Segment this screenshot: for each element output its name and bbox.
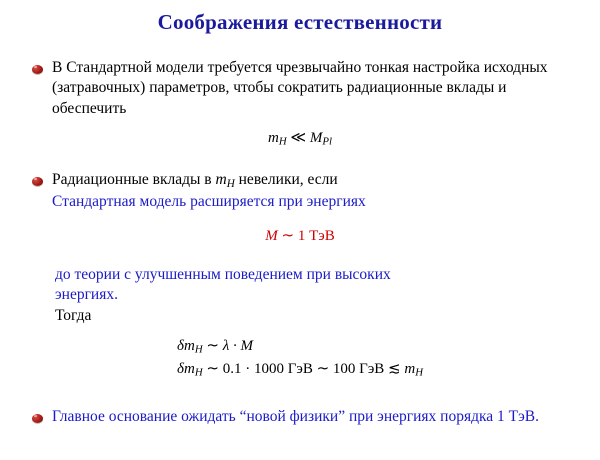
red-sphere-bullet-icon xyxy=(30,62,46,78)
equation-3-line-1: $\delta m_H$ ∼ λ · M xyxy=(177,338,253,356)
bullet-1-text: В Стандартной модели требуется чрезвычайно тонкая настройка исходных (затравочных) параметров, чтобы сократить радиационные вклады и обеспечить xyxy=(52,59,548,117)
equation-3 xyxy=(0,335,600,381)
page-title: Соображения естественности xyxy=(157,10,443,34)
bullet-item-3 xyxy=(30,407,575,427)
equation-1-rhs: $M_{Pl}$ xyxy=(309,130,332,148)
paragraph-3-line-3: Тогда xyxy=(55,306,92,324)
equation-1-lhs: $m_H$ xyxy=(268,130,287,148)
equation-2-unit: ТэВ xyxy=(309,228,335,244)
equation-3-line-2: $\delta m_H$ ∼ 0.1 · 1000 ГэВ ∼ 100 ГэВ ≲ $m_H$ xyxy=(177,360,423,379)
red-sphere-bullet-icon xyxy=(30,174,46,190)
paragraph-3 xyxy=(55,265,555,326)
bullet-2-line-1: Радиационные вклады в $m_H$ невелики, если xyxy=(52,171,338,190)
slide xyxy=(0,10,600,460)
red-sphere-bullet-icon xyxy=(30,411,46,427)
equation-1 xyxy=(0,128,600,148)
bullet-item-1 xyxy=(30,58,575,119)
bullet-2-body xyxy=(52,170,366,212)
bullet-3-text: Главное основание ожидать “новой физики” при энергиях порядка 1 ТэВ. xyxy=(52,408,539,425)
equation-1-relation: ≪ xyxy=(290,130,307,146)
equation-2 xyxy=(0,226,600,245)
paragraph-3-line-1: до теории с улучшенным поведением при высоких xyxy=(55,266,391,283)
equation-2-relation: ∼ xyxy=(281,228,295,244)
equation-2-value: 1 xyxy=(297,228,306,244)
bullet-item-2 xyxy=(30,170,575,212)
paragraph-3-line-2: энергиях. xyxy=(55,286,118,304)
bullet-2-line-2: Стандартная модель расширяется при энергиях xyxy=(52,192,366,210)
equation-2-var: M xyxy=(265,228,278,244)
